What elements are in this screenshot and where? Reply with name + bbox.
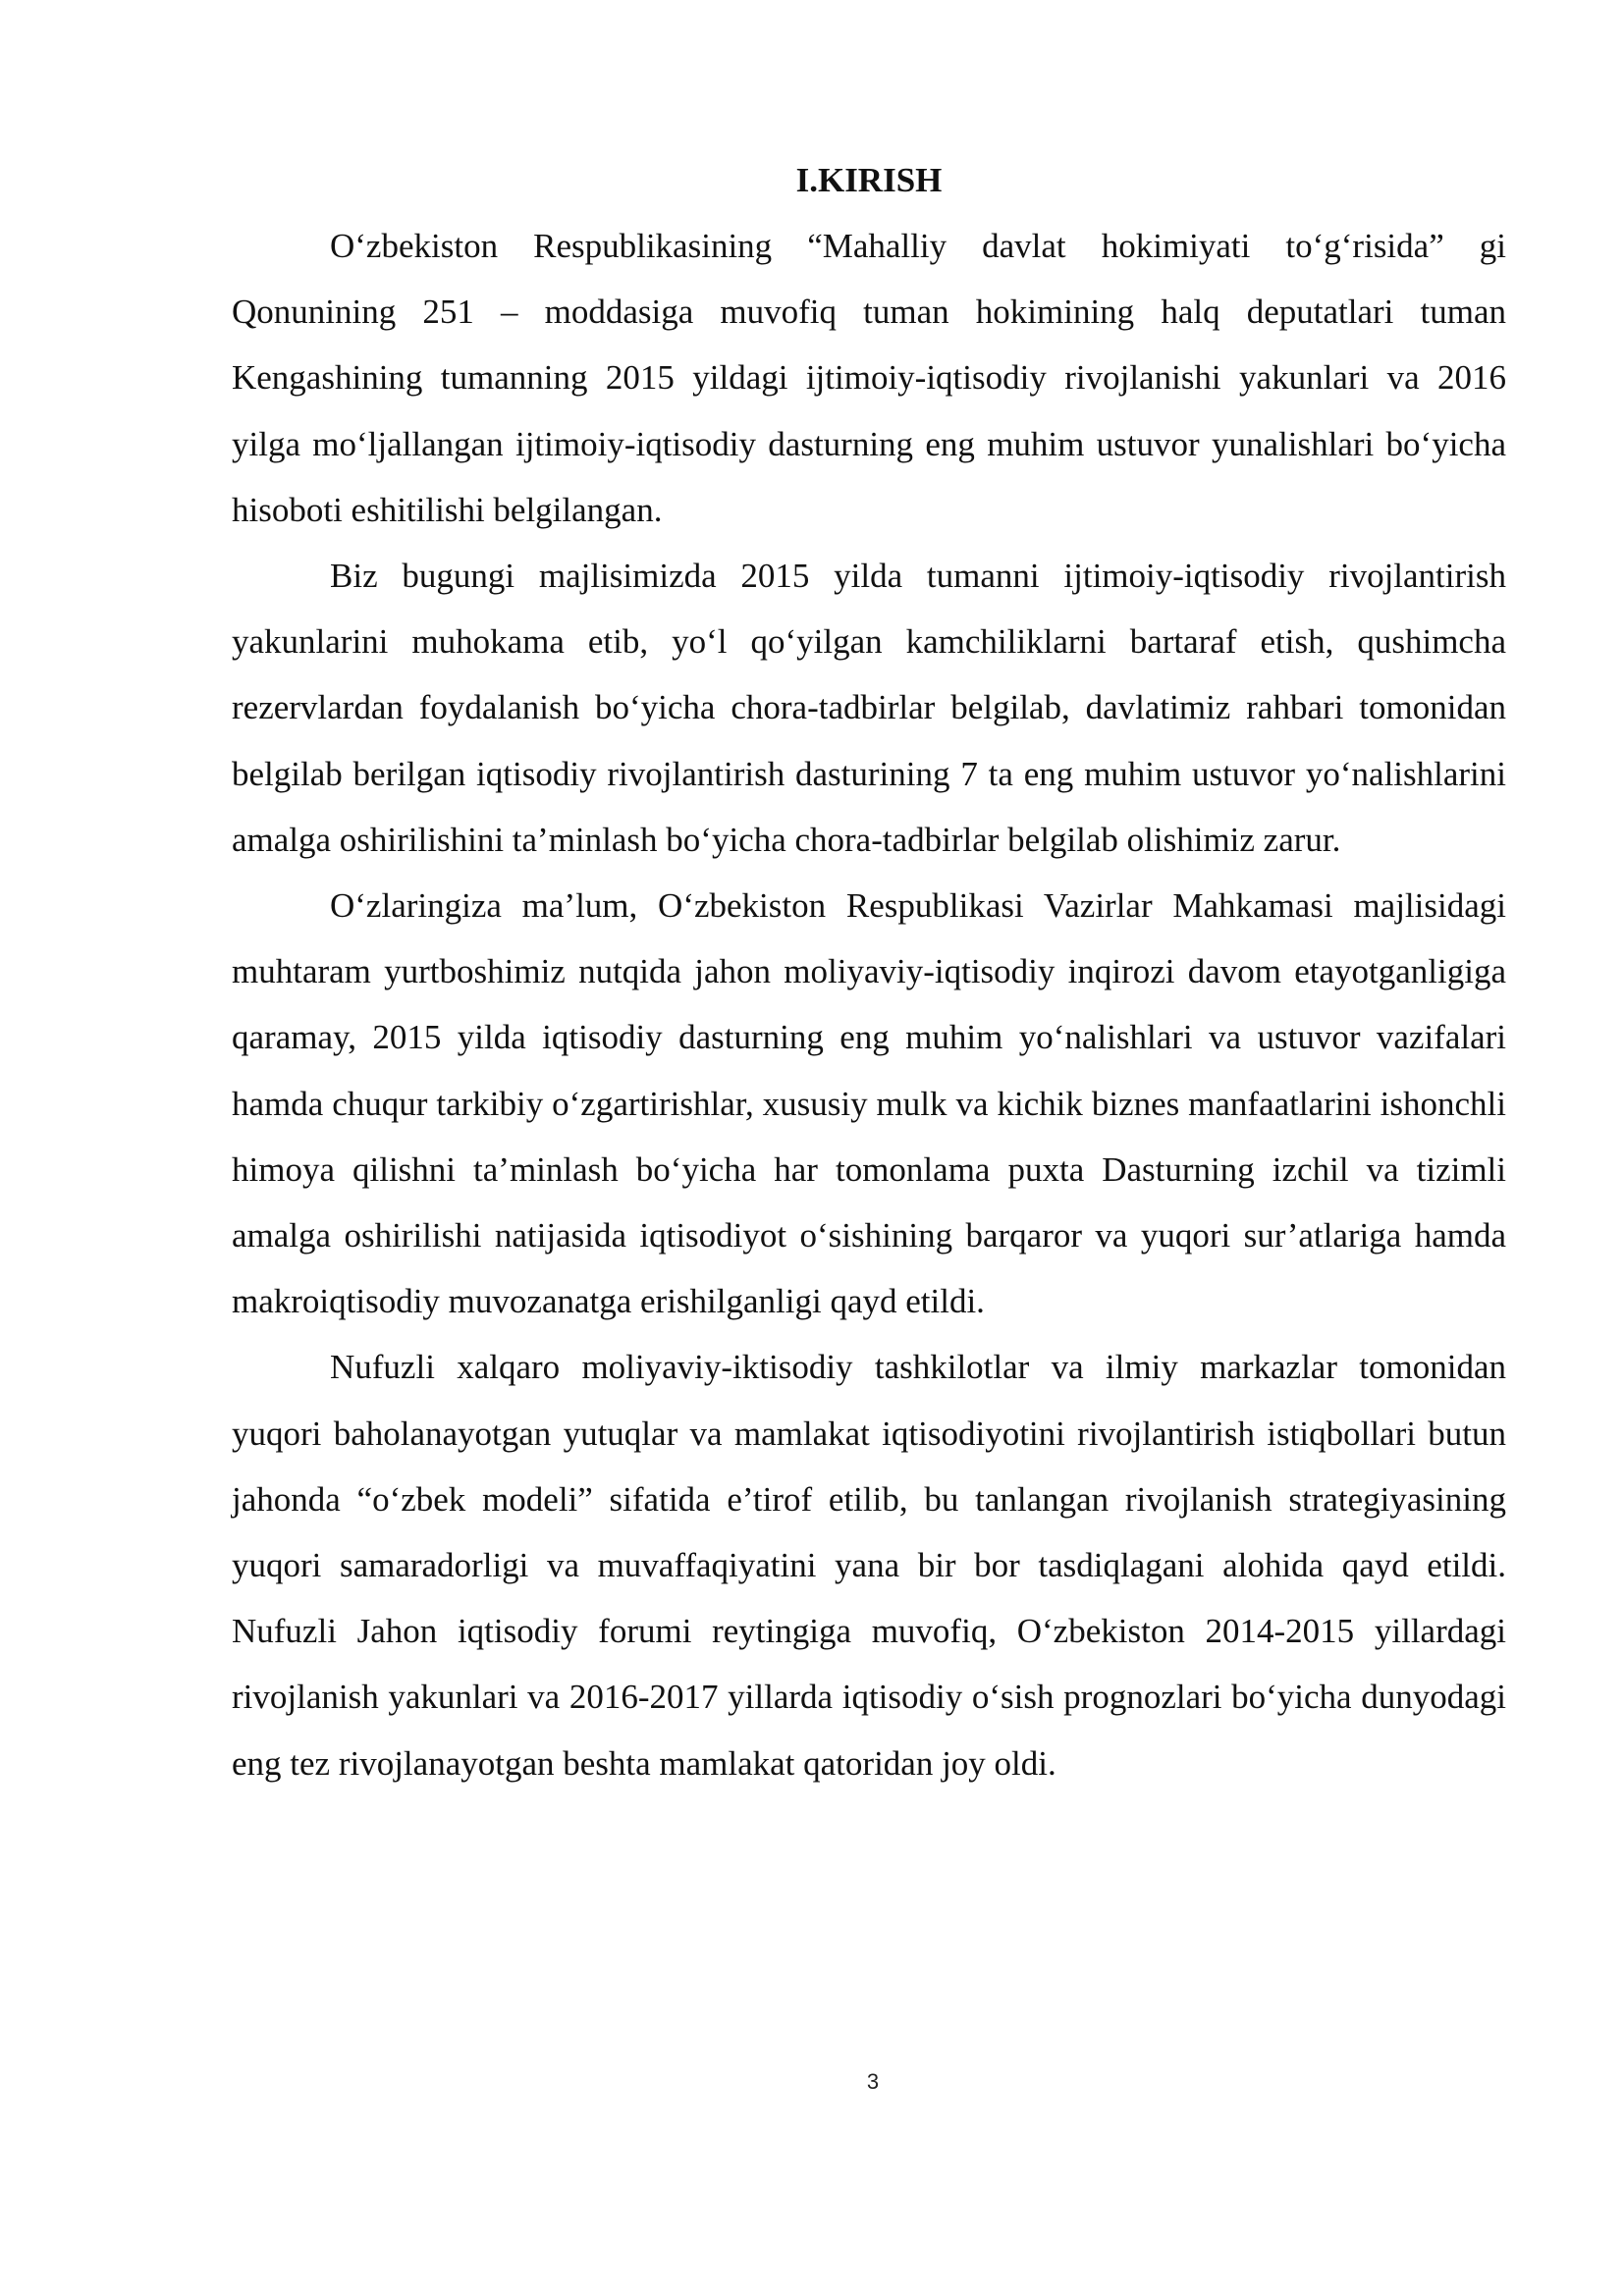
paragraph-1: O‘zbekiston Respublikasining “Mahalliy davlat hokimiyati to‘g‘risida” gi Qonunining 251 – moddasiga muvofiq tuman hokimining halq deputatlari tuman Kengashining tumanning 2015 yildagi ijtimoiy-iqtisodiy rivojlanishi yakunlari va 2016 yilga mo‘ljallangan ijtimoiy-iqtisodiy dasturning eng muhim ustuvor yunalishlari bo‘yicha hisoboti eshitilishi belgilangan. (232, 227, 1506, 529)
document-body (232, 147, 1506, 1796)
paragraph-3: O‘zlaringiza ma’lum, O‘zbekiston Respublikasi Vazirlar Mahkamasi majlisidagi muhtaram yurtboshimiz nutqida jahon moliyaviy-iqtisodiy inqirozi davom etayotganligiga qaramay, 2015 yilda iqtisodiy dasturning eng muhim yo‘nalishlari va ustuvor vazifalari hamda chuqur tarkibiy o‘zgartirishlar, xususiy mulk va kichik biznes manfaatlarini ishonchli himoya qilishni ta’minlash bo‘yicha har tomonlama puxta Dasturning izchil va tizimli amalga oshirilishi natijasida iqtisodiyot o‘sishining barqaror va yuqori sur’atlariga hamda makroiqtisodiy muvozanatga erishilganligi qayd etildi. (232, 886, 1506, 1321)
section-heading: I.KIRISH (795, 161, 943, 199)
paragraph-4: Nufuzli xalqaro moliyaviy-iktisodiy tashkilotlar va ilmiy markazlar tomonidan yuqori baholanayotgan yutuqlar va mamlakat iqtisodiyotini rivojlantirish istiqbollari butun jahonda “o‘zbek modeli” sifatida e’tirof etilib, bu tanlangan rivojlanish strategiyasining yuqori samaradorligi va muvaffaqiyatini yana bir bor tasdiqlagani alohida qayd etildi. Nufuzli Jahon iqtisodiy forumi reytingiga muvofiq, O‘zbekiston 2014-2015 yillardagi rivojlanish yakunlari va 2016-2017 yillarda iqtisodiy o‘sish prognozlari bo‘yicha dunyodagi eng tez rivojlanayotgan beshta mamlakat qatoridan joy oldi. (232, 1348, 1506, 1783)
page-number: 3 (866, 2069, 880, 2094)
paragraph-2: Biz bugungi majlisimizda 2015 yilda tumanni ijtimoiy-iqtisodiy rivojlantirish yakunlarini muhokama etib, yo‘l qo‘yilgan kamchiliklarni bartaraf etish, qushimcha rezervlardan foydalanish bo‘yicha chora-tadbirlar belgilab, davlatimiz rahbari tomonidan belgilab berilgan iqtisodiy rivojlantirish dasturining 7 ta eng muhim ustuvor yo‘nalishlarini amalga oshirilishini ta’minlash bo‘yicha chora-tadbirlar belgilab olishimiz zarur. (232, 557, 1506, 859)
